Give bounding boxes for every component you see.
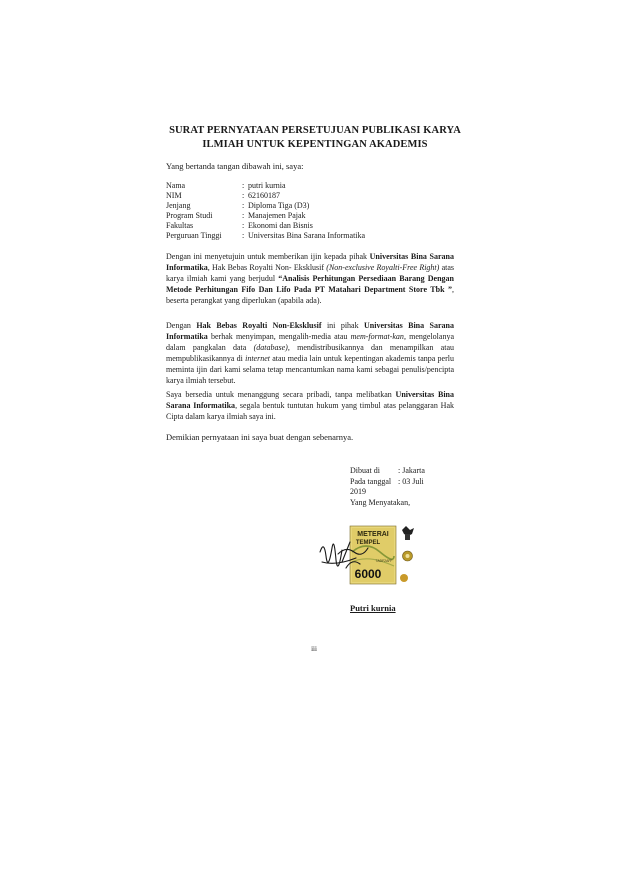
date-row bbox=[350, 477, 425, 488]
stamp-serial: 7ADF2AFF bbox=[375, 559, 393, 563]
field-label: Perguruan Tinggi bbox=[166, 231, 222, 240]
italic-term: (database) bbox=[253, 343, 288, 352]
made-at-value: : Jakarta bbox=[398, 466, 425, 475]
field-label: Program Studi bbox=[166, 211, 213, 220]
field-label: Fakultas bbox=[166, 221, 194, 230]
title-line-2: ILMIAH UNTUK KEPENTINGAN AKADEMIS bbox=[202, 139, 428, 150]
year: 2019 bbox=[350, 487, 366, 496]
field-value: 62160187 bbox=[248, 191, 280, 200]
identity-fields bbox=[166, 181, 365, 241]
field-row-university bbox=[166, 231, 365, 241]
signer-name: Putri kurnia bbox=[350, 603, 396, 613]
date-label: Pada tanggal bbox=[350, 476, 392, 486]
date-value: : 03 Juli bbox=[398, 476, 424, 486]
made-at-row bbox=[350, 466, 425, 477]
signature-stamp-area bbox=[316, 522, 416, 590]
field-value: Universitas Bina Sarana Informatika bbox=[248, 231, 366, 240]
text-run: , mengelolanya dalam pangkalan data bbox=[166, 332, 455, 352]
paragraph-rights bbox=[166, 320, 454, 386]
italic-term: mem-format-kan bbox=[350, 332, 404, 341]
garuda-emblem-icon bbox=[400, 526, 414, 582]
field-row-nim bbox=[166, 191, 365, 201]
field-row-name bbox=[166, 181, 365, 191]
field-separator: : bbox=[242, 191, 245, 200]
field-separator: : bbox=[242, 221, 245, 230]
text-run: , Hak Bebas Royalti Non- Eksklusif bbox=[207, 263, 327, 272]
declarer-label: Yang Menyatakan, bbox=[350, 497, 411, 507]
field-value: Manajemen Pajak bbox=[248, 211, 306, 220]
text-run: , mendistribusikannya dan menampilkan atau mempublikasikannya di bbox=[166, 343, 455, 363]
italic-term: internet bbox=[245, 354, 270, 363]
paragraph-liability bbox=[166, 389, 454, 422]
text-run: atau media lain untuk kepentingan akademis tanpa perlu meminta ijin dari kami selama tetap mencantumkan nama kami sebagai penulis/pencipta karya ilmiah tersebut. bbox=[166, 354, 454, 385]
field-label: Nama bbox=[166, 181, 186, 190]
stamp-graphic bbox=[316, 522, 416, 590]
field-separator: : bbox=[242, 201, 245, 210]
field-separator: : bbox=[242, 231, 245, 240]
paragraph-permission bbox=[166, 251, 454, 306]
field-label: NIM bbox=[166, 191, 182, 200]
university-name: Universitas Bina Sarana Informatika bbox=[166, 252, 454, 272]
duty-stamp bbox=[350, 526, 396, 584]
signature-block bbox=[350, 466, 425, 508]
field-row-level bbox=[166, 201, 365, 211]
text-run: ini pihak bbox=[321, 321, 365, 330]
university-name: Universitas Bina Sarana Informatika bbox=[166, 390, 455, 410]
thesis-title: “Analisis Perhitungan Persediaan Barang Dengan Metode Perhitungan Fifo Dan Lifo Pada PT Matahari Department Store Tbk ” bbox=[166, 274, 454, 294]
field-value: Diploma Tiga (D3) bbox=[248, 201, 310, 210]
stamp-label-top: METERAI bbox=[357, 531, 389, 538]
text-run: , segala bentuk tuntutan hukum yang timbul atas pelanggaran Hak Cipta dalam karya ilmiah saya ini. bbox=[166, 401, 455, 421]
intro-text: Yang bertanda tangan dibawah ini, saya: bbox=[166, 161, 304, 171]
text-run: , beserta perangkat yang diperlukan (apabila ada). bbox=[166, 285, 454, 305]
field-row-faculty bbox=[166, 221, 365, 231]
university-name: Universitas Bina Sarana Informatika bbox=[166, 321, 454, 341]
field-value: putri kurnia bbox=[248, 181, 286, 190]
text-run: Dengan ini menyetujuin untuk memberikan ijin kepada pihak bbox=[166, 252, 370, 261]
closing-statement: Demikian pernyataan ini saya buat dengan sebenarnya. bbox=[166, 432, 354, 442]
stamp-label-mid: TEMPEL bbox=[355, 540, 381, 546]
text-run: Dengan bbox=[166, 321, 197, 330]
page-number: iii bbox=[311, 645, 317, 653]
stamp-amount: 6000 bbox=[354, 567, 382, 581]
field-value: Ekonomi dan Bisnis bbox=[248, 221, 313, 230]
license-name: Hak Bebas Royalti Non-Eksklusif bbox=[196, 321, 322, 330]
title-line-1: SURAT PERNYATAAN PERSETUJUAN PUBLIKASI KARYA bbox=[169, 125, 461, 136]
field-separator: : bbox=[242, 181, 245, 190]
field-row-program bbox=[166, 211, 365, 221]
field-label: Jenjang bbox=[166, 201, 191, 210]
field-separator: : bbox=[242, 211, 245, 220]
text-run: berhak menyimpan, mengalih-media atau bbox=[207, 332, 351, 341]
text-run: Saya bersedia untuk menanggung secara pribadi, tanpa melibatkan bbox=[166, 390, 396, 399]
document-title bbox=[150, 124, 480, 152]
made-at-label: Dibuat di bbox=[350, 466, 380, 475]
text-run: atas karya ilmiah kami yang berjudul bbox=[166, 263, 455, 283]
license-term: (Non-exclusive Royalti-Free Right) bbox=[326, 263, 440, 272]
